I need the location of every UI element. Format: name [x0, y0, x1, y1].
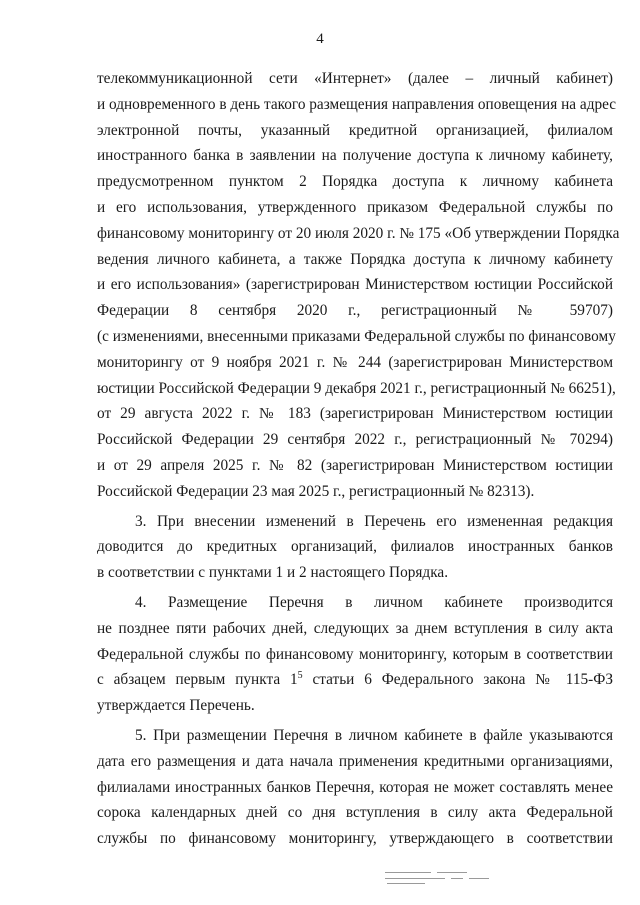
paragraph-3 — [97, 509, 613, 586]
text-line: финансовому мониторингу от 20 июля 2020 г. № 175 «Об утверждении Порядка — [97, 224, 620, 242]
text-line: предусмотренном пунктом 2 Порядка доступа к личному кабинета — [97, 173, 613, 191]
paragraph-continued — [97, 66, 620, 505]
text-line: телекоммуникационной сети «Интернет» (далее – личный кабинет) — [97, 70, 613, 87]
text-line: (с изменениями, внесенными приказами Федеральной службы по финансовому — [97, 327, 616, 345]
text-line: Федеральной службы по финансовому мониторингу, которым в соответствии — [97, 645, 613, 663]
text-line: филиалами иностранных банков Перечня, которая не может составлять менее — [97, 778, 613, 796]
superscript: 5 — [297, 670, 303, 682]
text-line: дата его размещения и дата начала применения кредитными организациями, — [97, 752, 613, 770]
page-number: 4 — [316, 31, 324, 47]
text-line: доводится до кредитных организаций, филиалов иностранных банков — [97, 538, 613, 556]
text-line: электронной почты, указанный кредитной организацией, филиалом — [97, 121, 613, 139]
text-line: и одновременного в день такого размещения направления оповещения на адрес — [97, 95, 617, 113]
text-line: 5. При размещении Перечня в личном кабинете в файле указываются — [135, 726, 613, 744]
text-line: Российской Федерации 23 мая 2025 г., регистрационный № 82313). — [97, 482, 535, 500]
text-line: и его использования, утвержденного приказом Федеральной службы по — [97, 198, 613, 216]
text-line: не позднее пяти рабочих дней, следующих за днем вступления в силу акта — [97, 619, 613, 637]
text-line: мониторингу от 9 ноября 2021 г. № 244 (зарегистрирован Министерством — [97, 353, 613, 371]
paragraph-4 — [97, 590, 613, 719]
text-line: ведения личного кабинета, а также Порядка доступа к личному кабинету — [97, 250, 613, 268]
text-line: Федерации 8 сентября 2020 г., регистрационный № 59707) — [97, 302, 613, 320]
text-line: утверждается Перечень. — [97, 697, 255, 715]
text-line: иностранного банка в заявлении на получение доступа к личному кабинету, — [97, 147, 613, 165]
text-line: и его использования» (зарегистрирован Министерством юстиции Российской — [97, 276, 613, 294]
document-body — [97, 66, 620, 852]
text-line: и от 29 апреля 2025 г. № 82 (зарегистрирован Министерством юстиции — [97, 456, 613, 474]
text-line: от 29 августа 2022 г. № 183 (зарегистрирован Министерством юстиции — [97, 405, 613, 423]
text-fragment: с абзацем первым пункта 1 — [97, 671, 298, 689]
text-line: в соответствии с пунктами 1 и 2 настоящего Порядка. — [97, 564, 449, 582]
text-fragment: статьи 6 Федерального закона № 115-ФЗ — [302, 671, 613, 689]
text-line: 4. Размещение Перечня в личном кабинете производится — [135, 593, 613, 611]
text-line-with-superscript — [97, 667, 613, 693]
paragraph-5 — [97, 723, 613, 852]
registration-stamp-marks — [385, 868, 495, 888]
text-line: сорока календарных дней со дня вступления в силу акта Федеральной — [97, 804, 613, 822]
text-line: юстиции Российской Федерации 9 декабря 2021 г., регистрационный № 66251), — [97, 379, 616, 397]
text-line: 3. При внесении изменений в Перечень его измененная редакция — [135, 512, 613, 530]
text-line: Российской Федерации 29 сентября 2022 г., регистрационный № 70294) — [97, 431, 613, 449]
text-line: службы по финансовому мониторингу, утверждающего в соответствии — [97, 830, 613, 848]
